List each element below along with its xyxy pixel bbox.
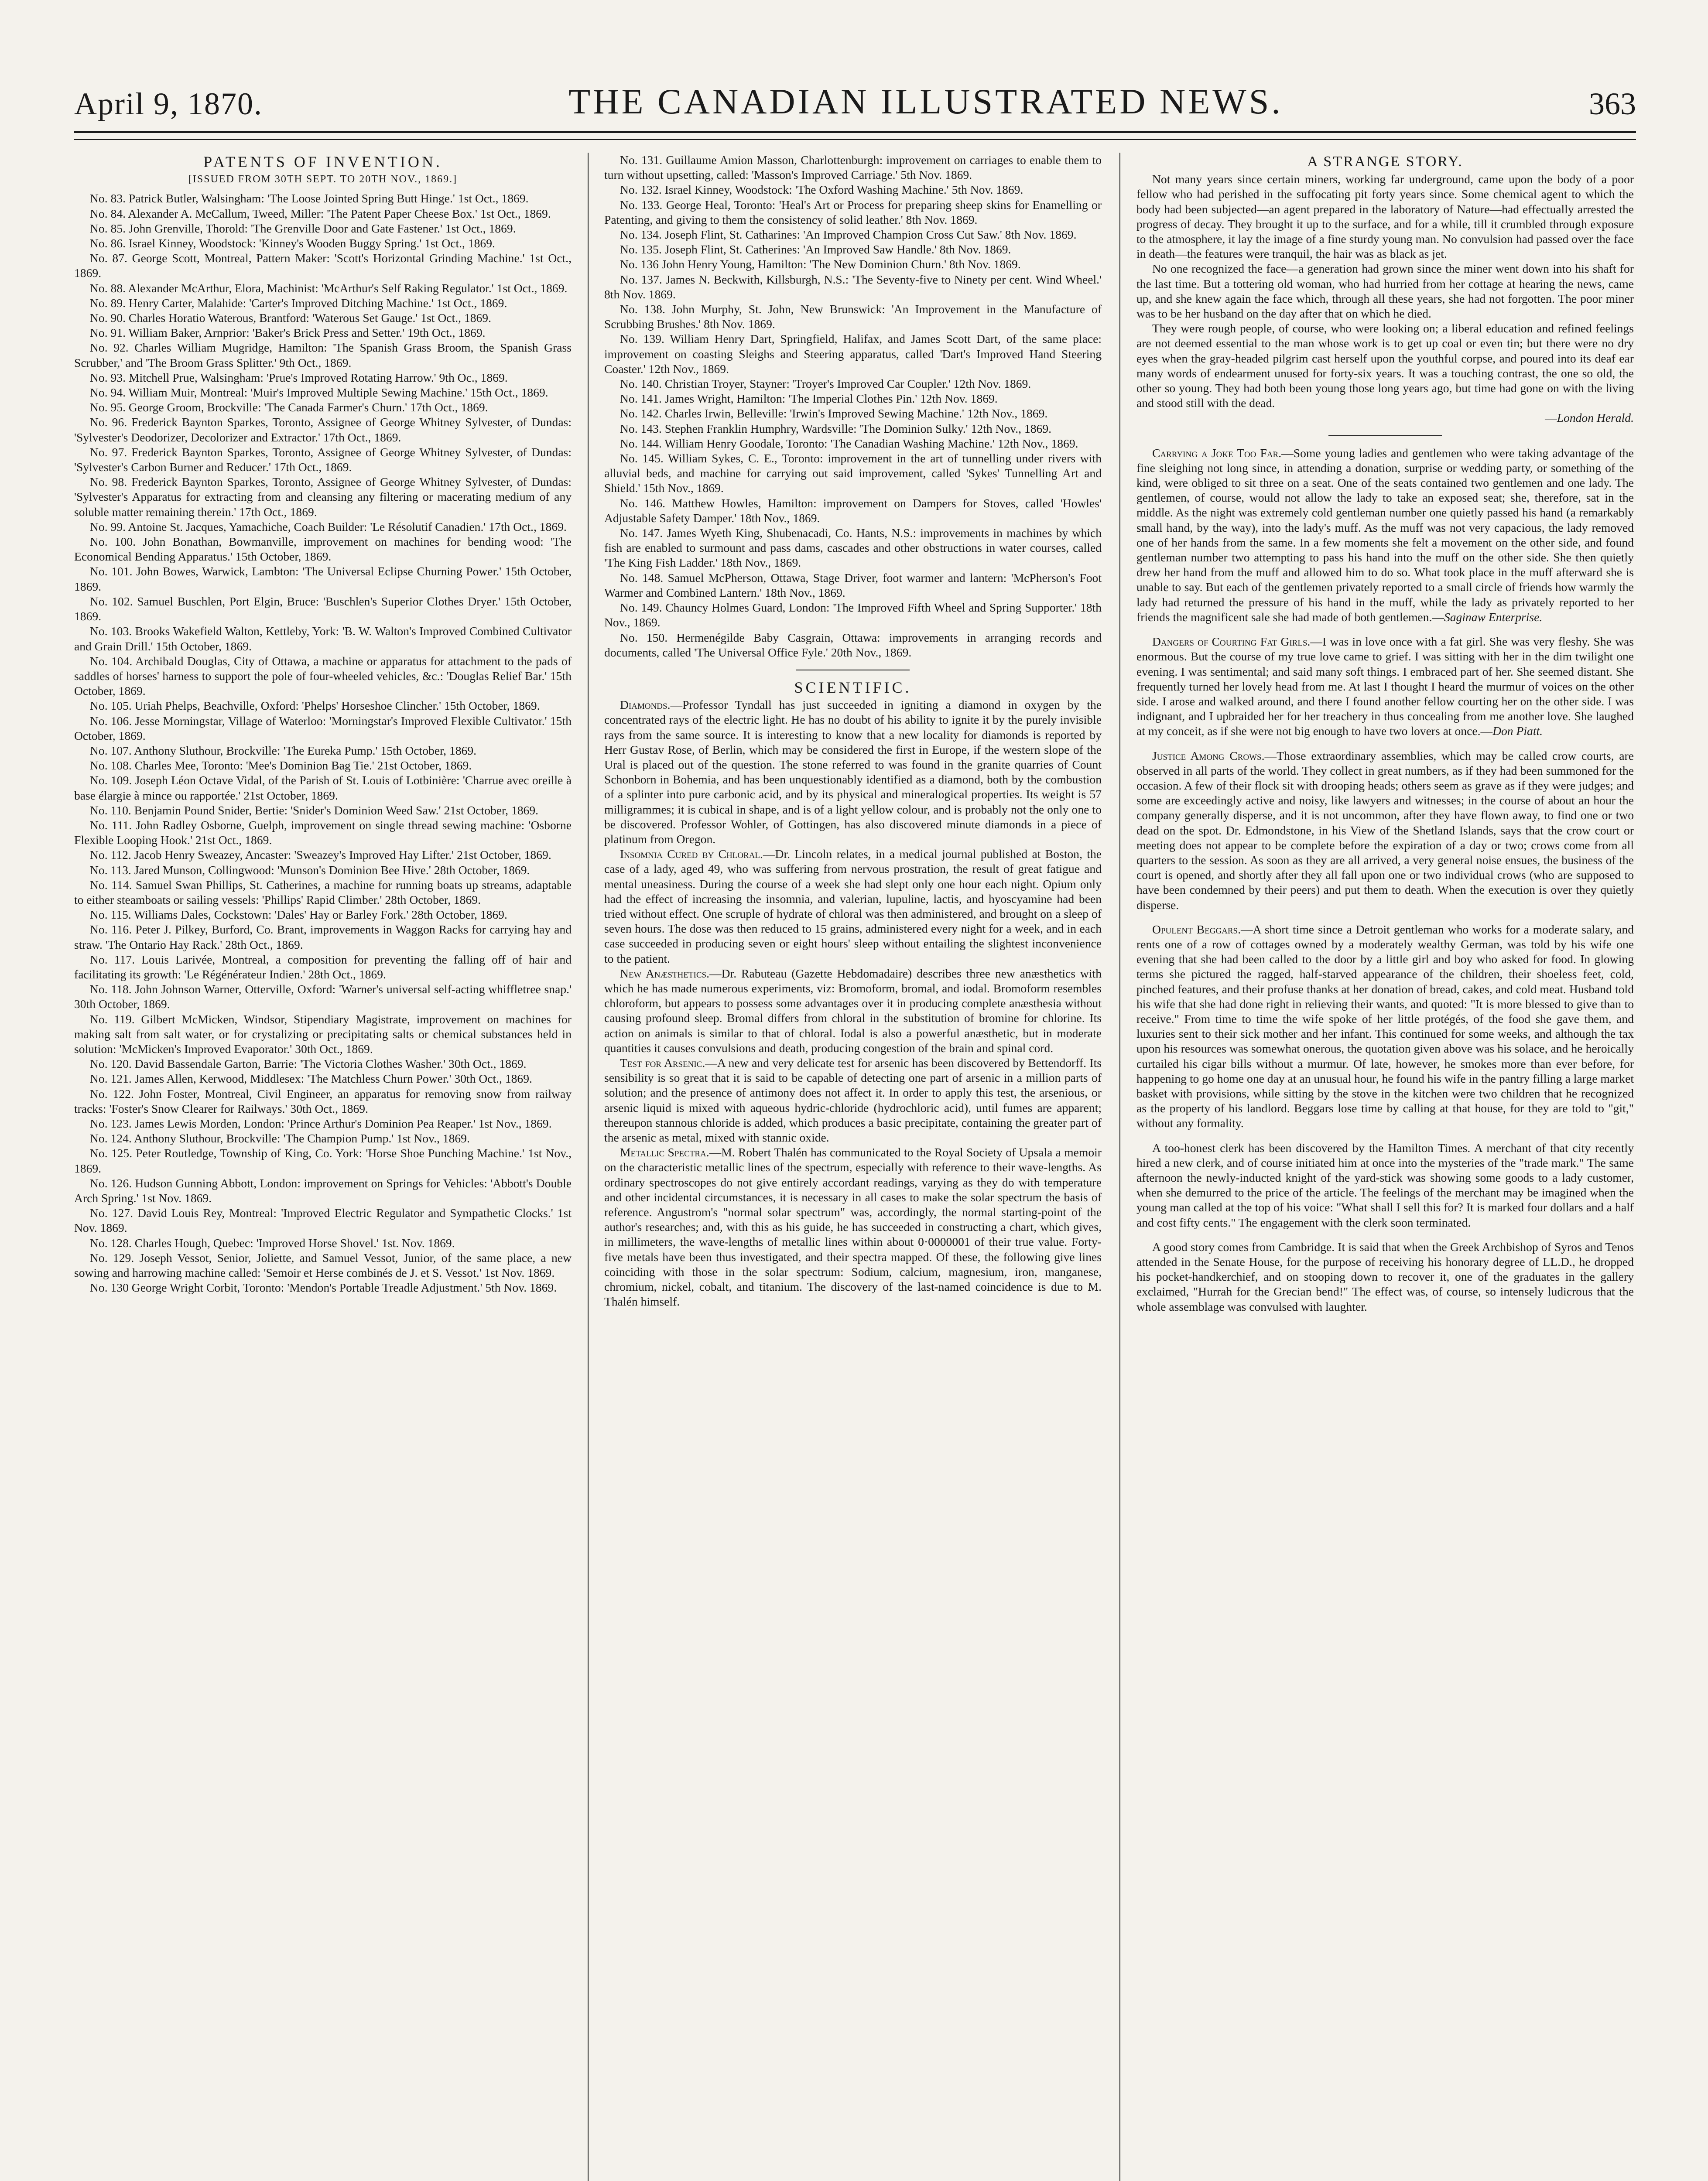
strange-story-heading: A STRANGE STORY. [1307, 154, 1463, 170]
patent-entry: No. 108. Charles Mee, Toronto: 'Mee's Dominion Bag Tie.' 21st October, 1869. [90, 759, 472, 773]
story-paragraph: Not many years since certain miners, working far underground, came upon the body of a poor fellow who had perished in the suffocating pit forty years since. Some chemical agent to which the body had been subjected—an agent prepared in the laboratory of Nature—had effectually arrested the progress of decay. They brought it up to the surface, and for a while, till it crumbled through exposure to the atmosphere, it lay the image of a fine sturdy young man. No convulsion had passed over the face in death—the features were tranquil, the hair was as black as jet. [1136, 172, 1634, 261]
patent-entry: No. 112. Jacob Henry Sweazey, Ancaster: 'Sweazey's Improved Hay Lifter.' 21st October, 1869. [90, 848, 551, 862]
paragraph-text: —Professor Tyndall has just succeeded in igniting a diamond in oxygen by the concentrated rays of the electric light. He has no doubt of his ability to ignite it by the purely invisible rays from the same source. It is interesting to know that a new locality for diamonds is reported by Herr Gustav Rose, of Berlin, which may be considered the first in Europe, if the western slope of the Ural is placed out of the question. The stone referred to was found in the granite quarries of Count Schonborn in Bohemia, and has been unquestionably identified as a diamond, both by the combustion of a splinter into pure carbonic acid, and by its physical and mineralogical properties. Its weight is 57 milligrammes; it is cubical in shape, and is of a light yellow colour, and is probably not the only one to be discovered. Professor Wohler, of Gottingen, has also discovered minute diamonds in a piece of platinum from Oregon. [604, 698, 1102, 846]
patent-entry: No. 97. Frederick Baynton Sparkes, Toronto, Assignee of George Whitney Sylvester, of Dundas: 'Sylvester's Carbon Burner and Reducer.' 17th Oct., 1869. [74, 445, 572, 474]
misc-paragraph: Dangers of Courting Fat Girls.—I was in love once with a fat girl. She was very fleshy. She was enormous. But the course of my true love came to grief. I was sitting with her in the dim twilight one evening. I was sentimental; and said many soft things. I embraced part of her. She seemed distant. She frequently turned her lovely head from me. At last I thought I heard the murmur of voices on the other side. I arose and walked around, and there I found another fellow courting her on the other side. I was indignant, and I upbraided her for her treachery in thus concealing from me another love. She laughed at my conceit, as if she were not big enough to have two lovers at once.—Don Piatt. [1136, 635, 1634, 738]
patent-entry: No. 105. Uriah Phelps, Beachville, Oxford: 'Phelps' Horseshoe Clincher.' 15th October, 1869. [90, 699, 540, 713]
paragraph-text: —Dr. Rabuteau (Gazette Hebdomadaire) describes three new anæsthetics with which he has made numerous experiments, viz: Bromoform, bromal, and iodal. Bromoform resembles chloroform, but appears to possess some advantages over it in producing complete anæsthesia without causing profound sleep. Bromal differs from chloral in the substitution of bromine for chlorine. Its action on animals is similar to that of chloral. Iodal is also a powerful anæsthetic, but in moderate quantities it causes convulsions and death, producing congestion of the brain and spinal cord. [604, 966, 1102, 1055]
patent-entry: No. 91. William Baker, Arnprior: 'Baker's Brick Press and Setter.' 19th Oct., 1869. [90, 326, 486, 340]
patent-entry: No. 104. Archibald Douglas, City of Ottawa, a machine or apparatus for attachment to the pads of saddles of horses' harness to support the pole of four-wheeled vehicles, &c.: 'Douglas Relief Bar.' 15th October, 1869. [74, 654, 572, 698]
patent-entry: No. 102. Samuel Buschlen, Port Elgin, Bruce: 'Buschlen's Superior Clothes Dryer.' 15th October, 1869. [74, 594, 572, 623]
column-3 [1136, 153, 1634, 2181]
patent-entry: No. 84. Alexander A. McCallum, Tweed, Miller: 'The Patent Paper Cheese Box.' 1st Oct., 1869. [90, 206, 551, 220]
story-source: London Herald. [1557, 411, 1634, 425]
scientific-paragraph [604, 1056, 1102, 1145]
paragraph-text: —A new and very delicate test for arsenic has been discovered by Bettendorff. Its sensibility is so great that it is said to be capable of detecting one part of arsenic in a million parts of solution; and the presence of antimony does not affect it. In order to apply this test, the arsenious, or arsenic liquid is mixed with aqueous hydric-chloride (hydrochloric acid), until fumes are apparent; thereupon stannous chloride is added, which produces a basic precipitate, containing the greater part of the arsenic as metal, mixed with stannic oxide. [604, 1056, 1102, 1144]
patent-entry: No. 85. John Grenville, Thorold: 'The Grenville Door and Gate Fastener.' 1st Oct., 1869. [90, 221, 516, 235]
patent-entry: No. 127. David Louis Rey, Montreal: 'Improved Electric Regulator and Sympathetic Clocks.' 1st Nov. 1869. [74, 1206, 572, 1235]
patent-entry: No. 140. Christian Troyer, Stayner: 'Troyer's Improved Car Coupler.' 12th Nov. 1869. [620, 377, 1031, 391]
column-divider [1119, 153, 1120, 2181]
page-number: 363 [1588, 86, 1636, 121]
patent-entry: No. 141. James Wright, Hamilton: 'The Imperial Clothes Pin.' 12th Nov. 1869. [620, 392, 998, 406]
patents-heading: PATENTS OF INVENTION. [203, 153, 442, 171]
patent-entry: No. 90. Charles Horatio Waterous, Brantford: 'Waterous Set Gauge.' 1st Oct., 1869. [90, 311, 491, 325]
paragraph-lead: Metallic Spectra. [620, 1145, 709, 1159]
patent-entry: No. 125. Peter Routledge, Township of King, Co. York: 'Horse Shoe Punching Machine.' 1st Nov., 1869. [74, 1146, 572, 1175]
patent-entry: No. 93. Mitchell Prue, Walsingham: 'Prue's Improved Rotating Harrow.' 9th Oc., 1869. [90, 370, 508, 384]
paragraph-lead: Justice Among Crows. [1152, 749, 1265, 762]
patent-entry: No. 126. Hudson Gunning Abbott, London: improvement on Springs for Vehicles: 'Abbott's Double Arch Spring.' 1st Nov. 1869. [74, 1176, 572, 1205]
patent-entry: No. 92. Charles William Mugridge, Hamilton: 'The Spanish Grass Broom, the Spanish Grass Scrubber,' and 'The Broom Grass Splitter.' 9th Oct., 1869. [74, 341, 572, 369]
patent-entry: No. 146. Matthew Howles, Hamilton: improvement on Dampers for Stoves, called 'Howles' Adjustable Safety Damper.' 18th Nov., 1869. [604, 496, 1102, 525]
paragraph-text: —Some young ladies and gentlemen who were taking advantage of the fine sleighing not long since, in attending a donation, surprise or wedding party, or something of the kind, were obliged to sit three on a seat. One of the seats contained two gentlemen and one lady. The gentlemen, of course, would not allow the lady to take an exposed seat; she, therefore, sat in the middle. As the night was extremely cold gentleman number one quietly passed his hand (a remarkably small hand, by the way), into the lady's muff. As the muff was not very capacious, the lady removed one of her hands from the same. In a few moments she felt a movement on the other side, and found gentleman number two attempting to pass his hand into the muff on the other side. She then quietly drew her hand from the muff and allowed him to do so. What took place in the muff afterward she is unable to say. But each of the gentlemen privately reported to a small circle of friends how warmly the lady had returned the pressure of his hand in the muff, while the lady as privately reported to her friends the magnificent sale she had made of both gentlemen. [1136, 446, 1634, 624]
patent-entry: No. 96. Frederick Baynton Sparkes, Toronto, Assignee of George Whitney Sylvester, of Dundas: 'Sylvester's Deodorizer, Decolorizer and Extractor.' 17th Oct., 1869. [74, 415, 572, 444]
patent-entry: No. 132. Israel Kinney, Woodstock: 'The Oxford Washing Machine.' 5th Nov. 1869. [620, 183, 1023, 197]
paragraph-text: —A short time since a Detroit gentleman who works for a moderate salary, and rents one of a row of cottages owned by a moderately wealthy German, was told by his wife one evening that she had been called to the door by a little girl and boy who asked for food. In glowing terms she pictured the ragged, half-starved appearance of the children, their shoeless feet, cold, pinched features, and their profuse thanks at her donation of bread, cakes, and cold meat. Husband told his wife that she had done right in relieving their wants, and quoted: "It is more blessed to give than to receive." From time to time the wife spoke of her little protégés, of the food she gave them, and luxuries sent to their sick mother and her infant. This continued for some weeks, and although the tax upon his resources was somewhat onerous, the quotation given above was his solace, and he heroically curtailed his cigar bills without a murmur. Of late, however, he smokes more than ever before, for happening to go home one day at an unusual hour, he found his wife in the pantry filling a large market basket with provisions, while sitting by the stove in the kitchen were two children that he recognized as the property of his landlord. Beggars lose time by calling at that house, for they are told to "git," without any formality. [1136, 922, 1634, 1130]
patent-entry: No. 106. Jesse Morningstar, Village of Waterloo: 'Morningstar's Improved Flexible Cultivator.' 15th October, 1869. [74, 714, 572, 742]
paragraph-lead: Insomnia Cured by Chloral. [620, 847, 763, 861]
header-date: April 9, 1870. [74, 86, 263, 121]
column-divider [588, 153, 589, 2181]
misc-paragraph [1136, 1240, 1634, 1314]
patent-entry: No. 120. David Bassendale Garton, Barrie: 'The Victoria Clothes Washer.' 30th Oct., 1869. [90, 1057, 527, 1071]
patent-entry: No. 139. William Henry Dart, Springfield, Halifax, and James Scott Dart, of the same place: improvement on coasting Sleighs and Steering apparatus, called 'Dart's Improved Hand Steering Coaster.' 12th Nov., 1869. [604, 332, 1102, 376]
paragraph-text: —Those extraordinary assemblies, which may be called crow courts, are observed in all parts of the world. They collect in great numbers, as if they had been summoned for the occasion. A few of their flock sit with drooping heads; others seem as grave as if they were judges; and some are exceedingly active and noisy, like lawyers and witnesses; in the course of about an hour the company generally disperse, and it is not uncommon, after they have flown away, to find one or two dead on the spot. Dr. Edmondstone, in his View of the Shetland Islands, says that the crow court or meeting does not appear to be complete before the expiration of a day or two; crows come from all quarters to the session. As soon as they are all arrived, a very general noise ensues, the business of the court is opened, and shortly after they all fall upon one or two individual crows (who are supposed to have been condemned by their peers) and put them to death. When the execution is over they quietly disperse. [1136, 749, 1634, 912]
scientific-paragraph [604, 847, 1102, 966]
misc-paragraph [1136, 1141, 1634, 1230]
patent-entry: No. 83. Patrick Butler, Walsingham: 'The Loose Jointed Spring Butt Hinge.' 1st Oct., 1869. [90, 191, 529, 205]
patent-entry: No. 121. James Allen, Kerwood, Middlesex: 'The Matchless Churn Power.' 30th Oct., 1869. [90, 1072, 532, 1086]
misc-paragraph [1136, 749, 1634, 913]
paragraph-lead: Test for Arsenic. [620, 1056, 705, 1070]
paragraph-text: A too-honest clerk has been discovered by the Hamilton Times. A merchant of that city recently hired a new clerk, and of course initiated him at once into the mysteries of the "trade mark." The same afternoon the newly-inducted knight of the yard-stick was showing some goods to a lady customer, when she demurred to the price of the article. The feelings of the merchant may be imagined when the young man called at the top of his voice: "What shall I sell this for? It is marked four dollars and a half and cost fifty cents." The engagement with the clerk soon terminated. [1136, 1141, 1634, 1229]
patent-entry: No. 136 John Henry Young, Hamilton: 'The New Dominion Churn.' 8th Nov. 1869. [620, 257, 1021, 271]
patents-list-col1 [74, 191, 572, 1295]
story-source-line: —London Herald. [1545, 411, 1634, 425]
section-rule [1328, 435, 1442, 436]
patent-entry: No. 128. Charles Hough, Quebec: 'Improved Horse Shovel.' 1st. Nov. 1869. [90, 1236, 455, 1250]
patent-entry: No. 114. Samuel Swan Phillips, St. Catherines, a machine for running boats up streams, adaptable to either steamboats or sailing vessels: 'Phillips' Rapid Climber.' 28th October, 1869. [74, 878, 572, 906]
story-paragraph: They were rough people, of course, who were looking on; a liberal education and refined feelings are not deemed essential to the man whose work is to get up coal or even tin; but there were no dry eyes when the gray-headed pilgrim cast herself upon the youthful corpse, and poured into its deaf ear many words of endearment unused for forty-six years. It was a touching contrast, the one so old, the other so young. They had both been young those long years ago, but time had gone on with the living and stood still with the dead. [1136, 321, 1634, 410]
patent-entry: No. 135. Joseph Flint, St. Catherines: 'An Improved Saw Handle.' 8th Nov. 1869. [620, 243, 1011, 256]
patent-entry: No. 130 George Wright Corbit, Toronto: 'Mendon's Portable Treadle Adjustment.' 5th Nov. 1869. [90, 1281, 557, 1295]
patent-entry: No. 138. John Murphy, St. John, New Brunswick: 'An Improvement in the Manufacture of Scrubbing Brushes.' 8th Nov. 1869. [604, 302, 1102, 331]
patent-entry: No. 129. Joseph Vessot, Senior, Joliette, and Samuel Vessot, Junior, of the same place, a new sowing and harrowing machine called: 'Semoir et Herse combinés de J. et S. Vessot.' 1st Nov. 1869. [74, 1251, 572, 1280]
paragraph-source: Saginaw Enterprise. [1444, 610, 1543, 624]
patent-entry: No. 100. John Bonathan, Bowmanville, improvement on machines for bending wood: 'The Economical Bending Apparatus.' 15th October, 1869. [74, 535, 572, 564]
scientific-body [604, 697, 1102, 1309]
paragraph-lead: Opulent Beggars. [1152, 922, 1241, 936]
patent-entry: No. 107. Anthony Sluthour, Brockville: 'The Eureka Pump.' 15th October, 1869. [90, 743, 477, 757]
paragraph-lead: Carrying a Joke Too Far. [1152, 446, 1282, 460]
masthead-title: THE CANADIAN ILLUSTRATED NEWS. [568, 82, 1283, 121]
patents-subheading: [ISSUED FROM 30TH SEPT. TO 20TH NOV., 1869.] [188, 174, 458, 185]
patent-entry: No. 116. Peter J. Pilkey, Burford, Co. Brant, improvements in Waggon Racks for carrying hay and straw. 'The Ontario Hay Rack.' 28th Oct., 1869. [74, 923, 572, 951]
patents-list-col2 [604, 153, 1102, 660]
paragraph-lead: New Anæsthetics. [620, 966, 710, 980]
patent-entry: No. 117. Louis Larivée, Montreal, a composition for preventing the falling off of hair and facilitating its growth: 'Le Régénérateur Indien.' 28th Oct., 1869. [74, 952, 572, 981]
patent-entry: No. 115. Williams Dales, Cockstown: 'Dales' Hay or Barley Fork.' 28th October, 1869. [90, 908, 507, 922]
patent-entry: No. 98. Frederick Baynton Sparkes, Toronto, Assignee of George Whitney Sylvester, of Dundas: 'Sylvester's Apparatus for extracting from and cleansing any filtering or macerating medium of any soluble matter remaining therein.' 17th Oct., 1869. [74, 475, 572, 519]
patent-entry: No. 137. James N. Beckwith, Killsburgh, N.S.: 'The Seventy-five to Ninety per cent. Wind Wheel.' 8th Nov. 1869. [604, 272, 1102, 301]
patent-entry: No. 143. Stephen Franklin Humphry, Wardsville: 'The Dominion Sulky.' 12th Nov., 1869. [620, 421, 1052, 435]
patent-entry: No. 110. Benjamin Pound Snider, Bertie: 'Snider's Dominion Weed Saw.' 21st October, 1869. [90, 803, 539, 817]
newspaper-page [74, 65, 1636, 2181]
header-rule [74, 131, 1636, 140]
misc-paragraph: Carrying a Joke Too Far.—Some young ladies and gentlemen who were taking advantage of the fine sleighing not long since, in attending a donation, surprise or wedding party, or something of the kind, were obliged to sit three on a seat. One of the seats contained two gentlemen and one lady. The gentlemen, of course, would not allow the lady to take an exposed seat; she, therefore, sat in the middle. As the night was extremely cold gentleman number one quietly passed his hand (a remarkably small hand, by the way), into the lady's muff. As the muff was not very capacious, the lady removed one of her hands from the same. In a few moments she felt a movement on the other side, and found gentleman number two attempting to pass his hand into the muff on the other side. She then quietly drew her hand from the muff and allowed him to do so. What took place in the muff afterward she is unable to say. But each of the gentlemen privately reported to a small circle of friends how warmly the lady had returned the pressure of his hand in the muff, while the lady as privately reported to her friends the magnificent sale she had made of both gentlemen.—Saginaw Enterprise. [1136, 446, 1634, 624]
patent-entry: No. 147. James Wyeth King, Shubenacadi, Co. Hants, N.S.: improvements in machines by which fish are enabled to surmount and pass dams, cascades and other obstructions in water courses, called 'The King Fish Ladder.' 18th Nov., 1869. [604, 526, 1102, 570]
paragraph-lead: Diamonds. [620, 698, 671, 712]
patent-entry: No. 101. John Bowes, Warwick, Lambton: 'The Universal Eclipse Churning Power.' 15th October, 1869. [74, 564, 572, 593]
patent-entry: No. 103. Brooks Wakefield Walton, Kettleby, York: 'B. W. Walton's Improved Combined Cultivator and Grain Drill.' 15th October, 1869. [74, 624, 572, 653]
column-1 [74, 153, 572, 2181]
scientific-paragraph [604, 1145, 1102, 1309]
patent-entry: No. 118. John Johnson Warner, Otterville, Oxford: 'Warner's universal self-acting whiffletree snap.' 30th October, 1869. [74, 982, 572, 1011]
patent-entry: No. 144. William Henry Goodale, Toronto: 'The Canadian Washing Machine.' 12th Nov., 1869. [620, 436, 1078, 450]
paragraph-text: A good story comes from Cambridge. It is said that when the Greek Archbishop of Syros and Tenos attended in the Senate House, for the purpose of receiving his honorary degree of LL.D., he dropped his pocket-handkerchief, and on stooping down to recover it, one of the graduates in the gallery exclaimed, "Hurrah for the Grecian bend!" The effect was, of course, so intensely ludicrous that the whole assemblage was convulsed with laughter. [1136, 1240, 1634, 1313]
patent-entry: No. 134. Joseph Flint, St. Catharines: 'An Improved Champion Cross Cut Saw.' 8th Nov. 1869. [620, 228, 1077, 242]
patent-entry: No. 99. Antoine St. Jacques, Yamachiche, Coach Builder: 'Le Résolutif Canadien.' 17th Oct., 1869. [90, 520, 567, 533]
paragraph-lead: Dangers of Courting Fat Girls. [1152, 635, 1311, 649]
scientific-heading: SCIENTIFIC. [794, 678, 912, 696]
patent-entry: No. 123. James Lewis Morden, London: 'Prince Arthur's Dominion Pea Reaper.' 1st Nov., 1869. [90, 1117, 552, 1130]
patent-entry: No. 94. William Muir, Montreal: 'Muir's Improved Multiple Sewing Machine.' 15th Oct., 1869. [90, 386, 548, 400]
misc-paragraph [1136, 922, 1634, 1131]
patent-entry: No. 86. Israel Kinney, Woodstock: 'Kinney's Wooden Buggy Spring.' 1st Oct., 1869. [90, 236, 495, 250]
paragraph-text: —I was in love once with a fat girl. She was very fleshy. She was enormous. But the course of my true love came to grief. I was sitting with her in the dim twilight one evening. I was sentimental; and said many soft things. I embraced part of her. She seemed distant. She frequently turned her lovely head from me. At last I thought I heard the murmur of voices on the other side. I arose and walked around, and there I found another fellow courting her on the other side. I was indignant, and I upbraided her for her treachery in thus concealing from me another love. She laughed at my conceit, as if she were not big enough to have two lovers at once. [1136, 635, 1634, 738]
patent-entry: No. 95. George Groom, Brockville: 'The Canada Farmer's Churn.' 17th Oct., 1869. [90, 400, 488, 414]
strange-story-body [1136, 172, 1634, 425]
patent-entry: No. 111. John Radley Osborne, Guelph, improvement on single thread sewing machine: 'Osborne Flexible Looping Hook.' 21st Oct., 1869. [74, 818, 572, 847]
patent-entry: No. 109. Joseph Léon Octave Vidal, of the Parish of St. Louis of Lotbinière: 'Charrue avec oreille à base élargie à mince ou rapportée.' 21st October, 1869. [74, 773, 572, 802]
patent-entry: No. 87. George Scott, Montreal, Pattern Maker: 'Scott's Horizontal Grinding Machine.' 1st Oct., 1869. [74, 251, 572, 280]
patent-entry: No. 119. Gilbert McMicken, Windsor, Stipendiary Magistrate, improvement on machines for making salt from salt water, or for crystalizing or precipitating salts or chemical substances held in solution: 'McMicken's Improved Evaporator.' 30th Oct., 1869. [74, 1012, 572, 1056]
patent-entry: No. 142. Charles Irwin, Belleville: 'Irwin's Improved Sewing Machine.' 12th Nov., 1869. [620, 407, 1048, 420]
column-2 [604, 153, 1102, 2181]
story-paragraph: No one recognized the face—a generation had grown since the miner went down into his shaft for the last time. But a tottering old woman, who had hurried from her cottage at hearing the news, came up, and she knew again the face which, through all these years, she had not forgotten. The poor miner was to be her husband on the day after that on which he died. [1136, 262, 1634, 321]
misc-items [1136, 446, 1634, 1314]
paragraph-source: Don Piatt. [1492, 724, 1543, 738]
patent-entry: No. 133. George Heal, Toronto: 'Heal's Art or Process for preparing sheep skins for Enamelling or Patenting, and giving to them the consistency of solid leather.' 8th Nov. 1869. [604, 198, 1102, 226]
patent-entry: No. 149. Chauncy Holmes Guard, London: 'The Improved Fifth Wheel and Spring Supporter.' 18th Nov., 1869. [604, 601, 1102, 629]
patent-entry: No. 124. Anthony Sluthour, Brockville: 'The Champion Pump.' 1st Nov., 1869. [90, 1132, 470, 1145]
scientific-paragraph [604, 966, 1102, 1056]
patent-entry: No. 89. Henry Carter, Malahide: 'Carter's Improved Ditching Machine.' 1st Oct., 1869. [90, 296, 507, 310]
patent-entry: No. 113. Jared Munson, Collingwood: 'Munson's Dominion Bee Hive.' 28th October, 1869. [90, 863, 530, 877]
patent-entry: No. 88. Alexander McArthur, Elora, Machinist: 'McArthur's Self Raking Regulator.' 1st Oct., 1869. [90, 281, 568, 295]
patent-entry: No. 131. Guillaume Amion Masson, Charlottenburgh: improvement on carriages to enable them to turn without upsetting, called: 'Masson's Improved Carriage.' 5th Nov. 1869. [604, 153, 1102, 182]
patent-entry: No. 122. John Foster, Montreal, Civil Engineer, an apparatus for removing snow from railway tracks: 'Foster's Snow Clearer for Railways.' 30th Oct., 1869. [74, 1087, 572, 1115]
patent-entry: No. 150. Hermenégilde Baby Casgrain, Ottawa: improvements in arranging records and documents, called 'The Universal Office Fyle.' 20th Nov., 1869. [604, 630, 1102, 659]
patent-entry: No. 145. William Sykes, C. E., Toronto: improvement in the art of tunnelling under rivers with alluvial beds, and machine for carrying out said improvement, called 'Sykes' Tunnelling Art and Shield.' 15th Nov., 1869. [604, 451, 1102, 495]
paragraph-text: —M. Robert Thalén has communicated to the Royal Society of Upsala a memoir on the characteristic metallic lines of the spectrum, especially with reference to their wave-lengths. As ordinary spectroscopes do not give entirely accordant readings, varying as they do with temperature and other incidental circumstances, it is necessary in all cases to make the solar spectrum the basis of reference. Angustrom's "normal solar spectrum" was, accordingly, the normal starting-point of the author's researches; and, with this as his guide, he has succeeded in constructing a chart, which gives, in millimeters, the wave-lengths of metallic lines within about 0·0000001 of their true value. Forty-five metals have been thus investigated, and their spectra mapped. Of these, the following give lines coinciding with those in the solar spectrum: Sodium, calcium, magnesium, iron, manganese, chromium, nickel, cobalt, and titanium. The discovery of the last-named coincidence is due to M. Thalén himself. [604, 1145, 1102, 1309]
page-header [74, 65, 1636, 122]
patent-entry: No. 148. Samuel McPherson, Ottawa, Stage Driver, foot warmer and lantern: 'McPherson's Foot Warmer and Combined Lantern.' 18th Nov., 1869. [604, 571, 1102, 599]
scientific-paragraph [604, 697, 1102, 847]
paragraph-text: —Dr. Lincoln relates, in a medical journal published at Boston, the case of a lady, aged 49, who was suffering from nervous prostration, the result of great fatigue and mental uneasiness. During the course of a week she had slept only one hour each night. Opium only had the effect of increasing the insomnia, and valerian, lupuline, lactis, and hyoscyamine had been tried without effect. One scruple of hydrate of chloral was then administered, and brought on a sleep of seven hours. The dose was then reduced to 15 grains, administered every night for a week, and in each case succeeded in producing seven or eight hours' sleep without entailing the slightest inconvenience to the patient. [604, 847, 1102, 965]
